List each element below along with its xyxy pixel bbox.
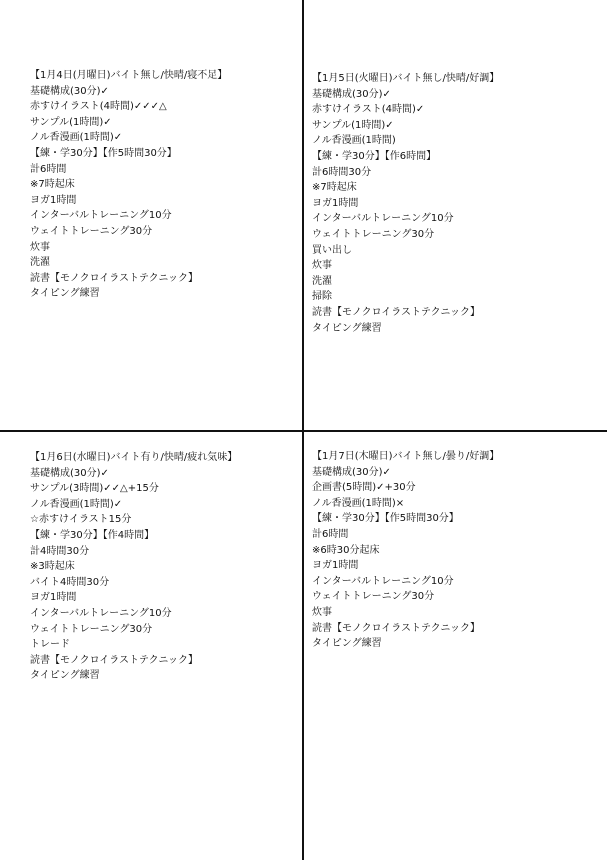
log-entry: 炊事 xyxy=(30,241,50,253)
log-entry: 炊事 xyxy=(312,606,332,618)
day-header: 【1月7日(木曜日)バイト無し/曇り/好調】 xyxy=(312,451,500,462)
log-entry: インターバルトレーニング10分 xyxy=(30,607,172,619)
panel-jan-6 xyxy=(30,450,237,684)
log-entry: サンプル(3時間)✓✓△+15分 xyxy=(30,483,159,495)
log-entry: 赤すけイラスト(4時間)✓ xyxy=(312,104,425,116)
log-entry: ウェイトトレーニング30分 xyxy=(312,228,435,240)
log-entry: ヨガ1時間 xyxy=(312,197,359,209)
log-entry: タイピング練習 xyxy=(30,670,100,682)
log-entry: タイピング練習 xyxy=(312,322,382,334)
log-entry: ☆赤すけイラスト15分 xyxy=(30,514,132,526)
log-entry: ※6時30分起床 xyxy=(312,544,380,556)
log-entry: タイピング練習 xyxy=(30,288,100,300)
log-entry: ヨガ1時間 xyxy=(30,194,77,206)
log-entry: 読書【モノクロイラストテクニック】 xyxy=(30,654,198,666)
log-entry: 計4時間30分 xyxy=(30,545,90,557)
log-entry: 買い出し xyxy=(312,244,352,256)
log-entry: ※7時起床 xyxy=(312,182,357,194)
log-entry: ヨガ1時間 xyxy=(312,560,359,572)
log-entry: 計6時間30分 xyxy=(312,166,372,178)
log-entry: タイピング練習 xyxy=(312,638,382,650)
log-entry: 読書【モノクロイラストテクニック】 xyxy=(312,306,480,318)
log-entry: 基礎構成(30分)✓ xyxy=(312,88,391,100)
log-entry: 基礎構成(30分)✓ xyxy=(312,466,391,478)
log-entry: バイト4時間30分 xyxy=(30,576,110,588)
log-entry: 掃除 xyxy=(312,291,332,303)
day-header: 【1月6日(水曜日)バイト有り/快晴/疲れ気味】 xyxy=(30,452,238,463)
log-entry: ウェイトトレーニング30分 xyxy=(30,623,153,635)
log-entry: ※3時起床 xyxy=(30,561,75,573)
log-entry: インターバルトレーニング10分 xyxy=(312,575,454,587)
panel-jan-7 xyxy=(312,449,499,652)
day-header: 【1月5日(火曜日)バイト無し/快晴/好調】 xyxy=(312,73,500,84)
log-entry: 基礎構成(30分)✓ xyxy=(30,467,109,479)
log-entry: ヨガ1時間 xyxy=(30,592,77,604)
log-entry: ノル香漫画(1時間)✓ xyxy=(30,498,123,510)
log-entry: ウェイトトレーニング30分 xyxy=(30,225,153,237)
log-entry: サンプル(1時間)✓ xyxy=(312,119,394,131)
log-entry: 読書【モノクロイラストテクニック】 xyxy=(312,622,480,634)
log-entry: トレード xyxy=(30,639,70,651)
log-entry: ノル香漫画(1時間)× xyxy=(312,497,405,509)
log-entry: 企画書(5時間)✓+30分 xyxy=(312,482,416,494)
log-entry: 基礎構成(30分)✓ xyxy=(30,85,109,97)
log-entry: ノル香漫画(1時間) xyxy=(312,135,396,147)
log-entry: 炊事 xyxy=(312,260,332,272)
log-entry: ウェイトトレーニング30分 xyxy=(312,591,435,603)
log-entry: インターバルトレーニング10分 xyxy=(312,213,454,225)
log-entry: 【練・学30分】【作6時間】 xyxy=(312,150,437,162)
log-entry: 計6時間 xyxy=(30,163,67,175)
panel-jan-4 xyxy=(30,68,227,302)
log-entry: ※7時起床 xyxy=(30,179,75,191)
day-header: 【1月4日(月曜日)バイト無し/快晴/寝不足】 xyxy=(30,70,228,81)
panel-jan-5 xyxy=(312,71,499,336)
log-entry: 洗濯 xyxy=(312,275,332,287)
log-entry: 【練・学30分】【作5時間30分】 xyxy=(312,513,459,525)
log-entry: 【練・学30分】【作4時間】 xyxy=(30,529,155,541)
log-entry: インターバルトレーニング10分 xyxy=(30,210,172,222)
log-entry: 赤すけイラスト(4時間)✓✓✓△ xyxy=(30,101,167,113)
log-entry: 洗濯 xyxy=(30,257,50,269)
log-entry: 【練・学30分】【作5時間30分】 xyxy=(30,147,177,159)
log-entry: サンプル(1時間)✓ xyxy=(30,116,112,128)
horizontal-divider xyxy=(0,430,607,432)
log-entry: 計6時間 xyxy=(312,528,349,540)
log-entry: ノル香漫画(1時間)✓ xyxy=(30,132,123,144)
log-entry: 読書【モノクロイラストテクニック】 xyxy=(30,272,198,284)
